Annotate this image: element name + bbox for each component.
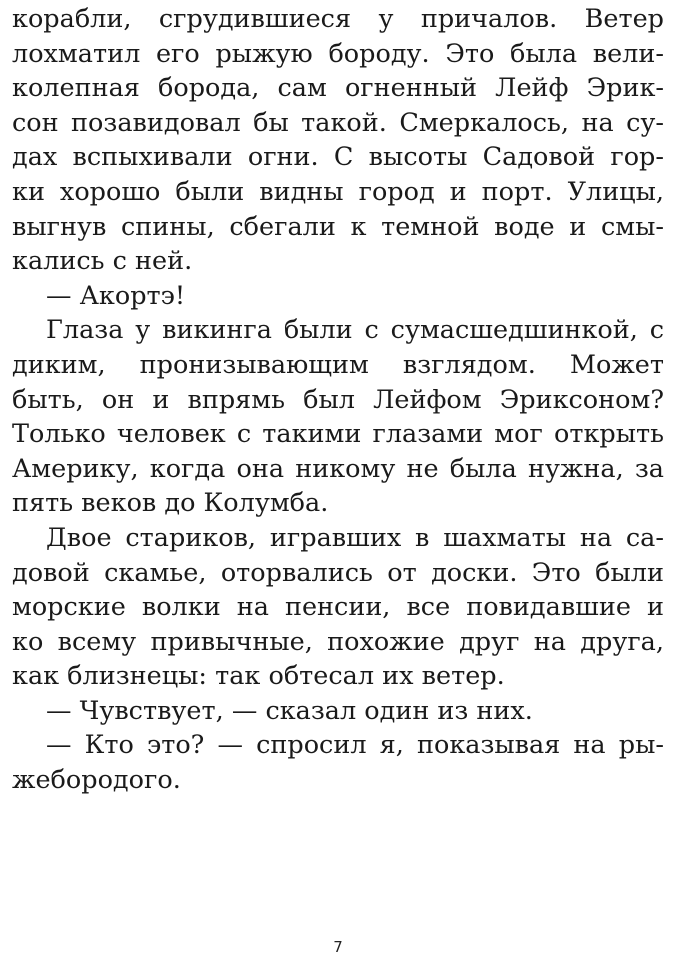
dialogue-line: — Кто это? — спросил я, показывая на ры- [46,730,664,761]
text-line: довой скамье, оторвались от доски. Это были [12,557,664,588]
dialogue-line: — Акортэ! [46,280,186,311]
text-line: ки хорошо были видны город и порт. Улицы, [12,176,664,207]
text-line: колепная борода, сам огненный Лейф Эрик- [12,73,664,104]
text-line: лохматил его рыжую бороду. Это была вели- [12,38,664,69]
page-number: 7 [333,938,343,956]
text-line: быть, он и впрямь был Лейфом Эриксоном? [12,384,664,415]
dialogue-line: — Чувствует, — сказал один из них. [46,695,533,726]
text-line: сон позавидовал бы такой. Смеркалось, на су- [12,107,664,138]
text-line: пять веков до Колумба. [12,488,329,519]
text-line: ко всему привычные, похожие друг на друга, [12,626,664,657]
text-line: корабли, сгрудившиеся у причалов. Ветер [12,4,664,34]
text-line: Двое стариков, игравших в шахматы на са- [46,522,664,553]
text-line: жебородого. [12,765,181,796]
text-line: кались с ней. [12,246,193,277]
text-line: морские волки на пенсии, все повидавшие и [12,592,664,623]
text-line: диким, пронизывающим взглядом. Может [12,349,664,380]
text-line: дах вспыхивали огни. С высоты Садовой гор- [12,142,664,173]
text-line: как близнецы: так обтесал их ветер. [12,661,505,692]
text-line: выгнув спины, сбегали к темной воде и смы- [12,211,664,242]
text-line: Только человек с такими глазами мог открыть [12,419,664,450]
text-line: Америку, когда она никому не была нужна, за [12,453,664,484]
body-text [12,2,664,798]
text-line: Глаза у викинга были с сумасшедшинкой, с [46,315,664,346]
